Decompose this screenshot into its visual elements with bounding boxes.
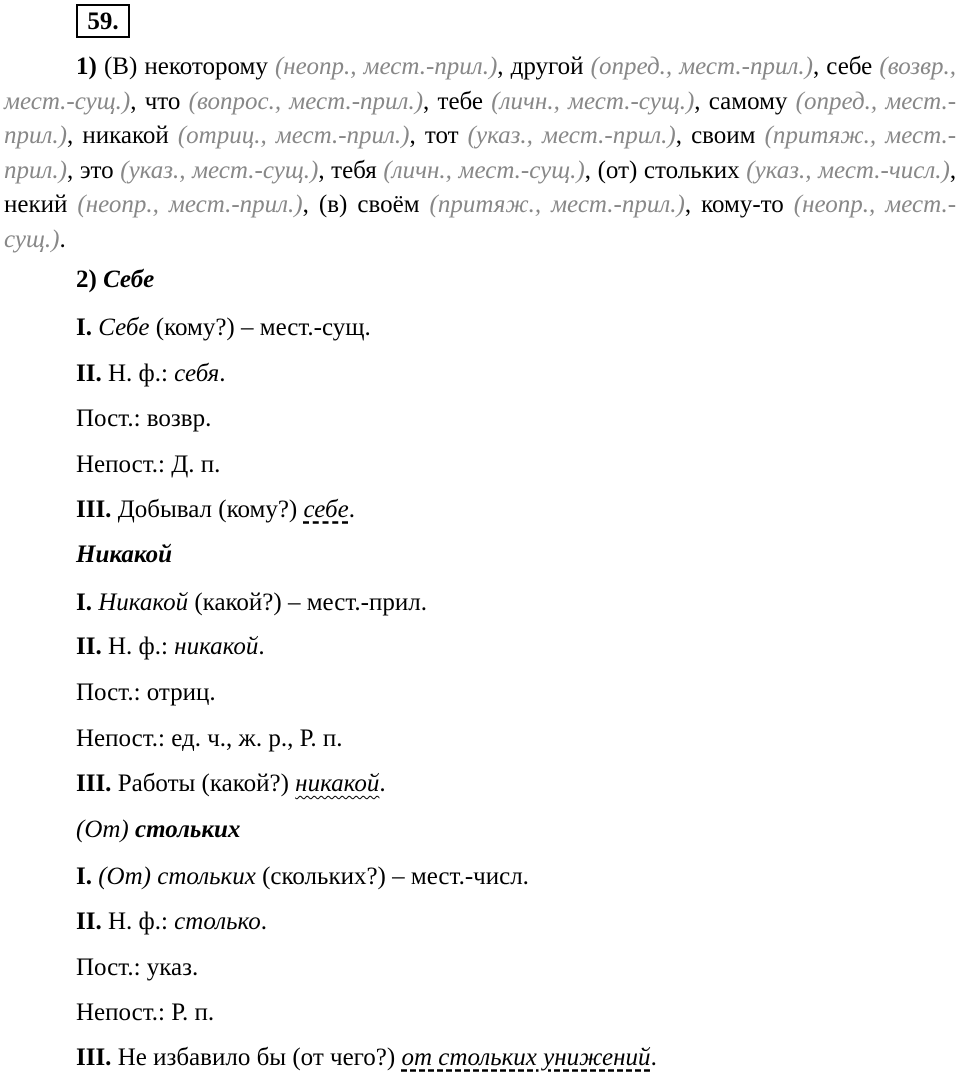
exercise-number: 59. bbox=[76, 4, 130, 38]
separator: , bbox=[66, 122, 83, 150]
separator: , bbox=[497, 53, 511, 80]
pronoun-word: самому bbox=[708, 87, 788, 115]
grammar-note: (отриц., мест.-прил.) bbox=[177, 122, 410, 150]
nikakoy-line-1: I. Никакой (какой?) – мест.-прил. bbox=[76, 589, 427, 616]
pronoun-list-paragraph bbox=[4, 50, 956, 258]
stolkih-title: (От) стольких bbox=[76, 816, 241, 843]
indirect-object-underline: себе bbox=[303, 496, 349, 523]
nikakoy-line-4: Непост.: ед. ч., ж. р., Р. п. bbox=[76, 725, 343, 752]
pronoun-word: кому-то bbox=[701, 191, 784, 219]
grammar-note: (возвр., мест.-сущ.) bbox=[4, 53, 957, 115]
sebe-line-1: I. Себе (кому?) – мест.-сущ. bbox=[76, 314, 371, 341]
nikakoy-line-2: II. Н. ф.: никакой. bbox=[76, 633, 265, 660]
separator: , bbox=[949, 156, 957, 184]
nikakoy-line-5: III. Работы (какой?) никакой. bbox=[76, 770, 386, 797]
separator: , bbox=[409, 122, 425, 150]
stolkih-line-4: Непост.: Р. п. bbox=[76, 999, 215, 1026]
separator: , bbox=[318, 156, 332, 184]
grammar-note: (неопр., мест.-прил.) bbox=[77, 191, 303, 219]
stolkih-line-3: Пост.: указ. bbox=[76, 954, 199, 981]
separator: , bbox=[584, 156, 598, 184]
separator: , bbox=[684, 191, 702, 219]
sebe-title: Себе bbox=[103, 266, 155, 293]
part2-heading bbox=[76, 265, 154, 295]
nikakoy-title: Никакой bbox=[76, 541, 173, 568]
stolkih-line-5: III. Не избавило бы (от чего?) от стольких унижений. bbox=[76, 1044, 657, 1071]
pronoun-items bbox=[4, 53, 956, 253]
pronoun-word: тебе bbox=[437, 87, 484, 115]
nikakoy-line-3: Пост.: отриц. bbox=[76, 679, 216, 706]
part2-label: 2) bbox=[76, 266, 97, 293]
pronoun-word: никакой bbox=[82, 122, 169, 150]
pronoun-word: другой bbox=[510, 53, 584, 80]
pronoun-word: некий bbox=[4, 191, 68, 219]
separator: , bbox=[675, 122, 692, 150]
grammar-note: (указ., мест.-прил.) bbox=[467, 122, 676, 150]
pronoun-word: себе bbox=[826, 53, 873, 80]
grammar-note: (указ., мест.-числ.) bbox=[746, 156, 950, 184]
part1-label: 1) bbox=[76, 53, 97, 80]
separator: , bbox=[694, 87, 709, 115]
separator: , bbox=[812, 53, 827, 80]
pronoun-word: это bbox=[79, 156, 114, 184]
separator: , bbox=[130, 87, 145, 115]
grammar-note: (указ., мест.-сущ.) bbox=[120, 156, 319, 184]
grammar-note: (притяж., мест.-прил.) bbox=[429, 191, 685, 219]
stolkih-line-1: I. (От) стольких (скольких?) – мест.-числ. bbox=[76, 863, 529, 890]
grammar-note: (личн., мест.-сущ.) bbox=[491, 87, 695, 115]
pronoun-word: (от) стольких bbox=[597, 156, 740, 184]
separator: . bbox=[59, 225, 66, 253]
grammar-note: (опред., мест.-прил.) bbox=[590, 53, 813, 80]
grammar-note: (неопр., мест.-прил.) bbox=[274, 53, 498, 80]
grammar-note: (личн., мест.-сущ.) bbox=[383, 156, 585, 184]
separator: , bbox=[302, 191, 319, 219]
separator: , bbox=[66, 156, 80, 184]
pronoun-word: (В) некоторому bbox=[103, 53, 268, 80]
pronoun-word: (в) своём bbox=[318, 191, 420, 219]
grammar-note: (притяж., мест.-прил.) bbox=[4, 122, 957, 184]
stolkih-line-2: II. Н. ф.: столько. bbox=[76, 908, 267, 935]
pronoun-word: тот bbox=[424, 122, 459, 150]
sebe-line-2: II. Н. ф.: себя. bbox=[76, 360, 226, 387]
grammar-note: (опред., мест.-прил.) bbox=[4, 87, 957, 150]
separator: , bbox=[423, 87, 438, 115]
indirect-object-underline: от стольких унижений bbox=[401, 1044, 651, 1071]
grammar-note: (неопр., мест.-сущ.) bbox=[4, 191, 957, 253]
grammar-note: (вопрос., мест.-прил.) bbox=[188, 87, 424, 115]
pronoun-word: своим bbox=[691, 122, 756, 150]
sebe-line-5: III. Добывал (кому?) себе. bbox=[76, 496, 355, 523]
attribute-underline: никакой bbox=[295, 770, 380, 797]
sebe-line-4: Непост.: Д. п. bbox=[76, 451, 221, 478]
pronoun-word: что bbox=[144, 87, 181, 115]
sebe-line-3: Пост.: возвр. bbox=[76, 405, 212, 432]
pronoun-word: тебя bbox=[331, 156, 377, 184]
